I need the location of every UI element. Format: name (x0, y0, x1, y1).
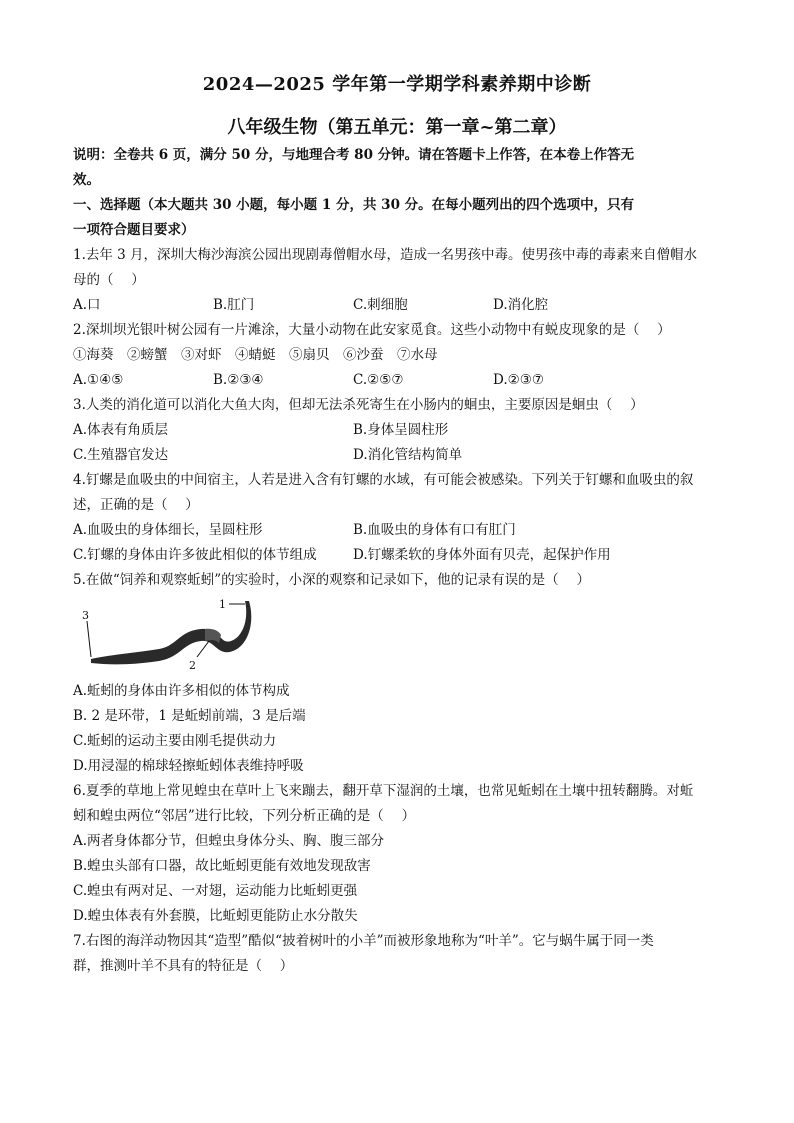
q6-option-a: A.两者身体都分节，但蝗虫身体分头、胸、腹三部分 (73, 833, 385, 849)
q2-option-b: B.②③④ (213, 372, 264, 388)
label-3-leader (87, 621, 91, 657)
exam-title: 2024—2025 学年第一学期学科素养期中诊断 (202, 74, 592, 95)
q4-stem-line-2: 述，正确的是（ ） (73, 497, 199, 513)
figure-label-3: 3 (82, 609, 89, 622)
q2-option-a: A.①④⑤ (73, 372, 124, 388)
q5-stem-line-1: 5.在做“饲养和观察蚯蚓”的实验时，小深的观察和记录如下，他的记录有误的是（ ） (73, 572, 590, 588)
exam-content (73, 143, 723, 979)
q1-option-d: D.消化腔 (493, 297, 549, 313)
figure-label-1: 1 (219, 598, 226, 611)
label-2-leader (197, 641, 209, 657)
q2-animal-list: ①海葵 ②螃蟹 ③对虾 ④蜻蜓 ⑤扇贝 ⑥沙蚕 ⑦水母 (73, 347, 438, 363)
q2-option-c: C.②⑤⑦ (353, 372, 404, 388)
section-heading-line-2: 一项符合题目要求） (73, 222, 195, 238)
q6-stem-line-2: 蚓和蝗虫两位“邻居”进行比较，下列分析正确的是（ ） (73, 808, 416, 824)
q6-option-c: C.蝗虫有两对足、一对翅，运动能力比蚯蚓更强 (73, 883, 358, 899)
instructions-line-1: 说明：全卷共 6 页，满分 50 分，与地理合考 80 分钟。请在答题卡上作答，在本卷上作答无 (73, 147, 635, 163)
q5-option-b: B. 2 是环带，1 是蚯蚓前端，3 是后端 (73, 708, 306, 724)
q6-option-b: B.蝗虫头部有口器，故比蚯蚓更能有效地发现敌害 (73, 858, 371, 874)
q1-option-c: C.刺细胞 (353, 297, 408, 313)
q4-option-c: C.钉螺的身体由许多彼此相似的体节组成 (73, 547, 317, 563)
q1-stem-line-1: 1.去年 3 月，深圳大梅沙海滨公园出现剧毒僧帽水母，造成一名男孩中毒。使男孩中毒的毒素来自僧帽水 (73, 247, 698, 263)
q2-stem-line-1: 2.深圳坝光银叶树公园有一片滩涂，大量小动物在此安家觅食。这些小动物中有蜕皮现象的是（ ） (73, 322, 671, 338)
earthworm-illustration (79, 595, 269, 673)
figure-label-2: 2 (189, 659, 196, 672)
q3-option-c: C.生殖器官发达 (73, 447, 169, 463)
q4-options-row-1 (73, 518, 723, 543)
q1-option-b: B.肛门 (213, 297, 255, 313)
q3-option-a: A.体表有角质层 (73, 422, 169, 438)
q5-option-a: A.蚯蚓的身体由许多相似的体节构成 (73, 683, 290, 699)
q3-stem-line-1: 3.人类的消化道可以消化大鱼大肉，但却无法杀死寄生在小肠内的蛔虫，主要原因是蛔虫（ ） (73, 397, 644, 413)
q4-option-b: B.血吸虫的身体有口有肛门 (353, 522, 516, 538)
q1-stem-line-2: 母的（ ） (73, 272, 145, 288)
q7-stem-line-1: 7.右图的海洋动物因其“造型”酷似“披着树叶的小羊”而被形象地称为“叶羊”。它与蜗牛属于同一类 (73, 933, 654, 949)
q1-option-a: A.口 (73, 297, 101, 313)
exam-subtitle: 八年级生物（第五单元：第一章~第二章） (227, 117, 567, 138)
earthworm-body (91, 601, 251, 664)
q3-option-d: D.消化管结构简单 (353, 447, 463, 463)
instructions-line-2: 效。 (73, 172, 100, 188)
q4-option-d: D.钉螺柔软的身体外面有贝壳，起保护作用 (353, 547, 611, 563)
q4-stem-line-1: 4.钉螺是血吸虫的中间宿主，人若是进入含有钉螺的水域，有可能会被感染。下列关于钉螺和血吸虫的叙 (73, 472, 694, 488)
q7-stem-line-2: 群，推测叶羊不具有的特征是（ ） (73, 958, 294, 974)
q4-options-row-2 (73, 543, 723, 568)
q6-option-d: D.蝗虫体表有外套膜，比蚯蚓更能防止水分散失 (73, 908, 358, 924)
q5-option-d: D.用浸湿的棉球轻擦蚯蚓体表维持呼吸 (73, 758, 304, 774)
q5-option-c: C.蚯蚓的运动主要由刚毛提供动力 (73, 733, 277, 749)
q6-stem-line-1: 6.夏季的草地上常见蝗虫在草叶上飞来蹦去，翻开草下湿润的土壤，也常见蚯蚓在土壤中扭转翻腾。对蚯 (73, 783, 694, 799)
q3-option-b: B.身体呈圆柱形 (353, 422, 449, 438)
q1-options (73, 293, 723, 318)
q3-options-row-2 (73, 443, 723, 468)
q2-option-d: D.②③⑦ (493, 372, 544, 388)
section-heading-line-1: 一、选择题（本大题共 30 小题，每小题 1 分，共 30 分。在每小题列出的四个选项中，只有 (73, 197, 635, 213)
q3-options-row-1 (73, 418, 723, 443)
q4-option-a: A.血吸虫的身体细长，呈圆柱形 (73, 522, 263, 538)
q2-options (73, 368, 723, 393)
earthworm-figure (73, 595, 723, 673)
